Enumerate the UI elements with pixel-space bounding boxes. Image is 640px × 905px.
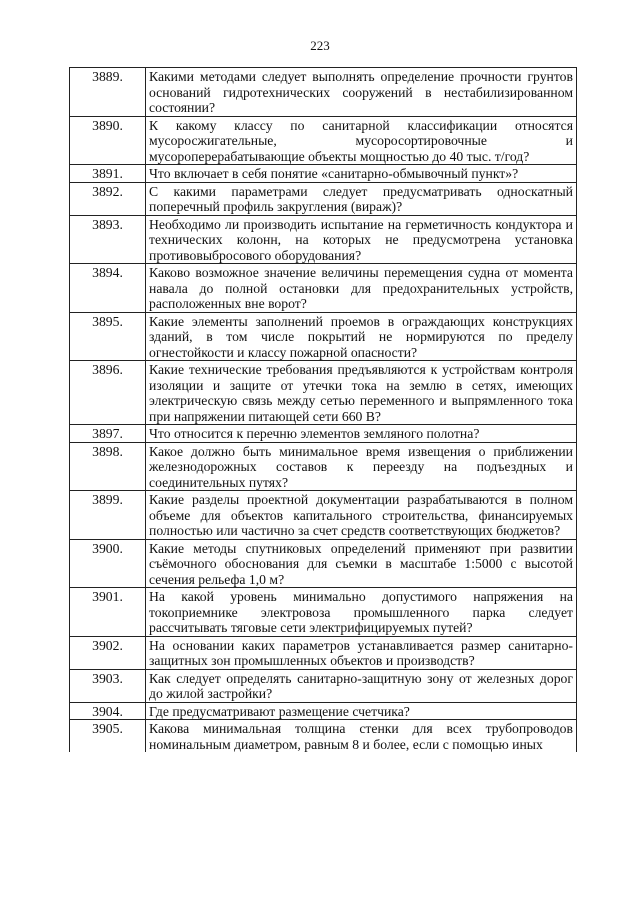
question-number: 3898. bbox=[70, 442, 146, 491]
question-text: С какими параметрами следует предусматривать односкатный поперечный профиль закругления (вираж)? bbox=[146, 182, 577, 215]
question-text: Какие технические требования предъявляются к устройствам контроля изоляции и защите от утечки тока на землю в сетях, имеющих электрическую связь между сетью переменного и выпрямленного тока при напряжении питающей сети 660 В? bbox=[146, 361, 577, 425]
question-number: 3889. bbox=[70, 68, 146, 117]
page-number: 223 bbox=[310, 38, 330, 53]
question-number: 3897. bbox=[70, 425, 146, 443]
table-row bbox=[70, 264, 577, 313]
question-number: 3905. bbox=[70, 720, 146, 753]
question-number: 3903. bbox=[70, 669, 146, 702]
question-number: 3892. bbox=[70, 182, 146, 215]
question-text: На какой уровень минимально допустимого напряжения на токоприемнике электровоза промышленного парка следует рассчитывать тяговые сети электрифицируемых путей? bbox=[146, 588, 577, 637]
table-row bbox=[70, 68, 577, 117]
question-text: Какое должно быть минимальное время извещения о приближении железнодорожных составов к переезду на подъездных и соединительных путях? bbox=[146, 442, 577, 491]
question-text: Что включает в себя понятие «санитарно-обмывочный пункт»? bbox=[146, 165, 577, 183]
question-text: Как следует определять санитарно-защитную зону от железных дорог до жилой застройки? bbox=[146, 669, 577, 702]
question-text: Необходимо ли производить испытание на герметичность кондуктора и технических колонн, на которых не предусмотрена установка противовыбросового оборудования? bbox=[146, 215, 577, 264]
question-number: 3894. bbox=[70, 264, 146, 313]
table-row bbox=[70, 588, 577, 637]
question-number: 3896. bbox=[70, 361, 146, 425]
question-number: 3891. bbox=[70, 165, 146, 183]
table-row bbox=[70, 425, 577, 443]
question-number: 3901. bbox=[70, 588, 146, 637]
question-text: Какова минимальная толщина стенки для всех трубопроводов номинальным диаметром, равным 8 и более, если с помощью иных bbox=[146, 720, 577, 753]
question-number: 3895. bbox=[70, 312, 146, 361]
question-number: 3899. bbox=[70, 491, 146, 540]
table-row bbox=[70, 312, 577, 361]
table-row bbox=[70, 182, 577, 215]
question-number: 3902. bbox=[70, 636, 146, 669]
question-text: На основании каких параметров устанавливается размер санитарно-защитных зон промышленных объектов и производств? bbox=[146, 636, 577, 669]
question-text: Каково возможное значение величины перемещения судна от момента навала до полной остановки для предохранительных устройств, расположенных вне ворот? bbox=[146, 264, 577, 313]
table-row bbox=[70, 361, 577, 425]
table-row bbox=[70, 720, 577, 753]
question-text: Какие методы спутниковых определений применяют при развитии съёмочного обоснования для съемки в масштабе 1:5000 с высотой сечения рельефа 1,0 м? bbox=[146, 539, 577, 588]
table-row bbox=[70, 669, 577, 702]
table-row bbox=[70, 165, 577, 183]
question-text: Какими методами следует выполнять определение прочности грунтов оснований гидротехнических сооружений в нестабилизированном состоянии? bbox=[146, 68, 577, 117]
question-text: К какому классу по санитарной классификации относятся мусоросжигательные, мусоросортировочные и мусороперерабатывающие объекты мощностью до 40 тыс. т/год? bbox=[146, 116, 577, 165]
table-row bbox=[70, 215, 577, 264]
question-number: 3900. bbox=[70, 539, 146, 588]
table-row bbox=[70, 636, 577, 669]
question-text: Где предусматривают размещение счетчика? bbox=[146, 702, 577, 720]
question-number: 3890. bbox=[70, 116, 146, 165]
table-row bbox=[70, 702, 577, 720]
table-row bbox=[70, 539, 577, 588]
questions-table bbox=[69, 67, 577, 752]
question-text: Какие разделы проектной документации разрабатываются в полном объеме для объектов капитального строительства, финансируемых полностью или частично за счет средств соответствующих бюджетов? bbox=[146, 491, 577, 540]
question-text: Что относится к перечню элементов земляного полотна? bbox=[146, 425, 577, 443]
table-row bbox=[70, 491, 577, 540]
question-number: 3893. bbox=[70, 215, 146, 264]
question-text: Какие элементы заполнений проемов в ограждающих конструкциях зданий, в том числе покрытий не нормируются по пределу огнестойкости и классу пожарной опасности? bbox=[146, 312, 577, 361]
table-row bbox=[70, 442, 577, 491]
table-row bbox=[70, 116, 577, 165]
question-number: 3904. bbox=[70, 702, 146, 720]
